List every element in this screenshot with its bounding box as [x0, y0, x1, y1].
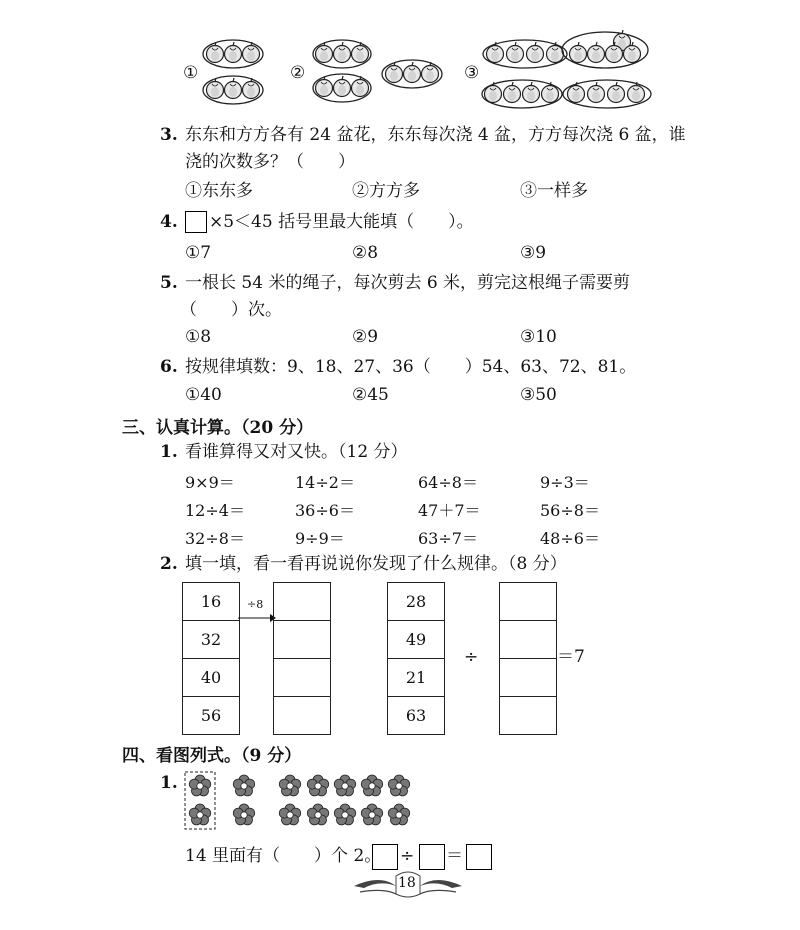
- figure-label-1: ①: [183, 63, 199, 83]
- calc-item[interactable]: 12÷4＝: [185, 501, 245, 520]
- division-sign: ÷: [464, 647, 479, 667]
- q3-number: 3.: [160, 125, 178, 145]
- calc-item[interactable]: 56÷8＝: [540, 501, 600, 520]
- table-cell: 63: [405, 706, 427, 725]
- q5-number: 5.: [160, 273, 178, 293]
- q3-text-line1: 东东和方方各有 24 盆花，东东每次浇 4 盆，方方每次浇 6 盆，谁: [185, 125, 686, 145]
- q5-text-line2: （ ）次。: [180, 300, 282, 320]
- apple-group-1: [203, 40, 263, 104]
- q4-text: ×5＜45 括号里最大能填（ ）。: [209, 212, 474, 232]
- apple-group-2: [313, 40, 442, 102]
- answer-cell[interactable]: [274, 659, 330, 697]
- q4-option-2[interactable]: ②8: [352, 243, 379, 263]
- table-cell: 56: [200, 706, 222, 725]
- answer-cell[interactable]: [274, 621, 330, 659]
- s4-q1-text: 14 里面有（ ）个 2。: [185, 846, 382, 866]
- table-cell: 28: [388, 583, 444, 621]
- answer-column-2: [499, 582, 557, 735]
- q3-option-1[interactable]: ①东东多: [185, 181, 253, 201]
- quotient-box[interactable]: [466, 844, 492, 870]
- calc-item[interactable]: 47＋7＝: [418, 501, 481, 520]
- table-cell: 32: [183, 621, 239, 659]
- answer-cell[interactable]: [274, 697, 330, 734]
- table-cell: 16: [183, 583, 239, 621]
- q4-answer-box[interactable]: [185, 211, 207, 233]
- div-symbol: ÷: [400, 846, 415, 866]
- calc-item[interactable]: 9÷9＝: [295, 529, 345, 548]
- apple-groups-figure: [170, 30, 670, 114]
- eq-symbol: ＝: [446, 846, 463, 866]
- figure-label-3: ③: [464, 63, 480, 83]
- q6-option-2[interactable]: ②45: [352, 385, 389, 405]
- q6-option-3[interactable]: ③50: [520, 385, 557, 405]
- arrow-icon: [238, 612, 276, 624]
- q4-option-3[interactable]: ③9: [520, 243, 547, 263]
- calc-item[interactable]: 14÷2＝: [295, 473, 355, 492]
- answer-cell[interactable]: [500, 583, 556, 621]
- calc-item[interactable]: 32÷8＝: [185, 529, 245, 548]
- answer-cell[interactable]: [500, 697, 556, 734]
- table-cell: 21: [388, 659, 444, 697]
- calc-item[interactable]: 63÷7＝: [418, 529, 478, 548]
- right-number-column: [387, 582, 445, 735]
- apple-group-3: [482, 30, 651, 108]
- q6-option-1[interactable]: ①40: [185, 385, 222, 405]
- s3-p1-text: 看谁算得又对又快。（12 分）: [185, 442, 408, 462]
- q4-number: 4.: [160, 212, 178, 232]
- answer-cell[interactable]: [274, 583, 330, 621]
- left-number-column: [182, 582, 240, 735]
- q6-number: 6.: [160, 357, 178, 377]
- q3-text-line2: 浇的次数多？（ ）: [185, 152, 355, 172]
- calc-item[interactable]: 48÷6＝: [540, 529, 600, 548]
- answer-column-1: [273, 582, 331, 735]
- calc-item[interactable]: 64÷8＝: [418, 473, 478, 492]
- s3-p2-number: 2.: [160, 554, 178, 574]
- calc-item[interactable]: 9×9＝: [185, 473, 235, 492]
- page-number: 18: [398, 875, 416, 891]
- flowers-figure: [180, 770, 420, 832]
- q5-option-2[interactable]: ②9: [352, 327, 379, 347]
- figure-label-2: ②: [290, 63, 306, 83]
- equals-seven: ＝7: [557, 647, 585, 667]
- section3-title: 三、认真计算。（20 分）: [122, 418, 314, 438]
- q5-text-line1: 一根长 54 米的绳子，每次剪去 6 米，剪完这根绳子需要剪: [185, 273, 631, 293]
- divisor-box[interactable]: [419, 844, 445, 870]
- answer-cell[interactable]: [500, 621, 556, 659]
- table-cell: 40: [183, 659, 239, 697]
- dividend-box[interactable]: [372, 844, 398, 870]
- s3-p2-text: 填一填，看一看再说说你发现了什么规律。（8 分）: [185, 554, 567, 574]
- q5-option-3[interactable]: ③10: [520, 327, 557, 347]
- calc-item[interactable]: 36÷6＝: [295, 501, 355, 520]
- answer-cell[interactable]: [500, 659, 556, 697]
- q3-option-2[interactable]: ②方方多: [352, 181, 420, 201]
- q4-option-1[interactable]: ①7: [185, 243, 212, 263]
- section4-title: 四、看图列式。（9 分）: [122, 746, 302, 766]
- calc-item[interactable]: 9÷3＝: [540, 473, 590, 492]
- q5-option-1[interactable]: ①8: [185, 327, 212, 347]
- arrow-label: ÷8: [247, 598, 264, 611]
- s3-p1-number: 1.: [160, 442, 178, 462]
- s4-q1-number: 1.: [160, 773, 178, 793]
- q6-text: 按规律填数：9、18、27、36（ ）54、63、72、81。: [185, 357, 637, 377]
- q3-option-3[interactable]: ③一样多: [520, 181, 588, 201]
- table-cell: 49: [388, 621, 444, 659]
